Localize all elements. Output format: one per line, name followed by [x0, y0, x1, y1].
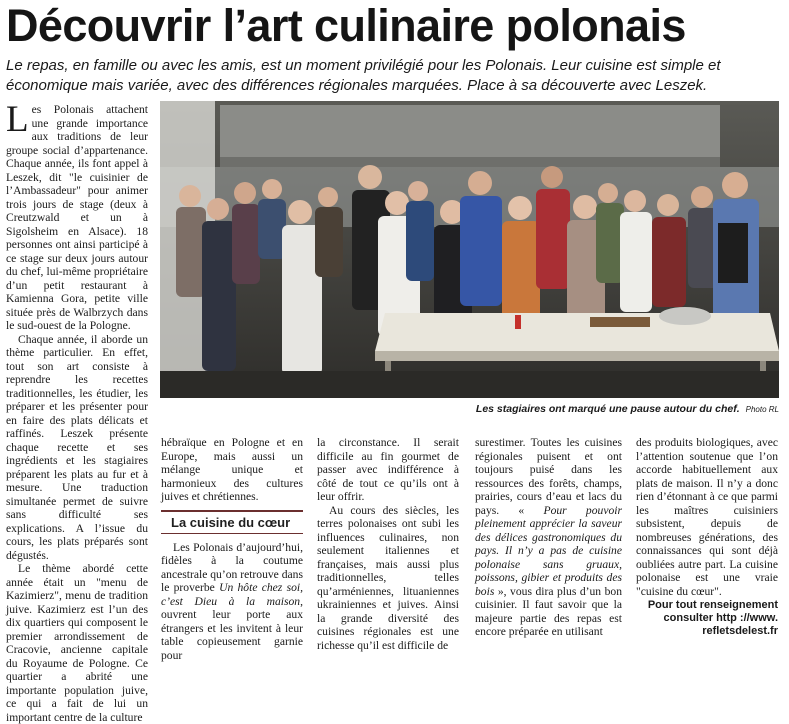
paragraph: hébraïque en Pologne et en Europe, mais aussi un mélange unique et harmonieux des cultures juives et chrétiennes.: [161, 436, 303, 503]
headline: Découvrir l’art culinaire polonais: [6, 0, 686, 51]
article-column-2: [161, 436, 303, 662]
paragraph: [6, 99, 148, 333]
paragraph: Chaque année, il aborde un thème particulier. En effet, tout son art consiste à reprendre les recettes traditionnelles, les étudier, les préparer et les présenter pour en faire des plats délicats et raffinés. Leszek présente chaque recette et ses ingrédients et les stagiaires préparent les plats au fur et à mesure. Une traduction simultanée permet de suivre sans difficulté ses explications. A l’issue du cours, les plats préparés sont dégustés.: [6, 332, 148, 562]
paragraph: [161, 541, 303, 663]
article-photo: [160, 101, 779, 398]
paragraph-text: es Polonais attachent une grande importance aux traditions de leur groupe social d’appartenance. Chaque année, ils font appel à Leszek, dit "le cuisinier de l’Ambassadeur" pour animer trois jours de stage (deux à Creutzwald et un à Sigolsheim en Alsace). 18 personnes ont ainsi participé à ce stage sur deux jours autour du chef, lui-même propriétaire d’un petit restaurant à Kamienna Gora, petite ville située près de Walbrzych dans le sud-ouest de la Pologne.: [6, 103, 148, 332]
paragraph-text: surestimer. Toutes les cuisines régionales puisent et ont toujours puisé dans les ressources des forêts, champs, prairies, cours d’eau et lacs du pays. «: [475, 436, 622, 517]
paragraph: Le thème abordé cette année était un "menu de Kazimierz", menu de tradition juive. Kazimierz est l’un des dix quartiers qui composent le premier arrondissement de Cracovie, ancienne capitale du Royaume de Pologne. Ce quartier a abrité une importante population juive, ce qui a fait de lui un important centre de la culture: [6, 562, 148, 724]
paragraph: [475, 436, 622, 639]
caption-text: Les stagiaires ont marqué une pause autour du chef.: [475, 403, 740, 415]
group-photo-illustration: [160, 101, 779, 398]
section-subheading: La cuisine du cœur: [161, 510, 303, 534]
paragraph-text: Les Polonais d’aujourd’hui, fidèles à la coutume ancestrale qu’on retrouve dans le proverbe: [161, 540, 303, 594]
photo-caption: [160, 403, 779, 415]
quote: Pour pouvoir pleinement apprécier la saveur des délices gastronomiques du pays. Il n’y a pas de cuisine polonaise sans gruaux, poissons, gibier et produits des bois: [475, 503, 623, 598]
paragraph-text: », vous dira plus d’un bon cuisinier. Il faut savoir que la majeure partie des repas est encore préparée en utilisant: [475, 584, 622, 638]
paragraph: la circonstance. Il serait difficile au fin gourmet de passer avec indifférence à côté de tout ce qu’ils ont à leur offrir.: [317, 436, 459, 503]
photo-credit: Photo RL: [745, 405, 779, 414]
proverb-quote: Un hôte chez soi, c’est Dieu à la maison: [161, 581, 303, 608]
drop-cap: L: [6, 99, 29, 140]
contact-info: Pour tout renseignement consulter http ://www. refletsdelest.fr: [647, 599, 778, 637]
paragraph-text: , ouvrent leur porte aux étrangers et les invitent à leur table copieusement garnie pour: [161, 594, 303, 662]
paragraph: Au cours des siècles, les terres polonaises ont subi les influences culinaires, non seulement italiennes et françaises, mais aussi plus traditionnelles, telles qu’arméniennes, lituaniennes ukrainiennes et juives. Ainsi la grande diversité des cuisines régionales est une richesse qu’il est difficile de: [317, 503, 459, 652]
paragraph: des produits biologiques, avec l’attention soutenue que l’on accorde habituellement aux plats de maison. Il n’y a donc rien d’étonnant à ce que parmi les maîtres cuisiniers subsistent, depuis de nombreuses générations, des connaissances qui sont déjà oubliées autre part. La cuisine polonaise est une vraie "cuisine du cœur".: [636, 436, 778, 598]
lede: Le repas, en famille ou avec les amis, est un moment privilégié pour les Polonais. Leur cuisine est simple et économique mais variée, avec des différences régionales marquées. Place à sa découverte avec Leszek.: [6, 57, 721, 94]
article-column-4: [475, 436, 622, 639]
article-column-1: [6, 99, 148, 724]
article-column-3: [317, 436, 459, 652]
